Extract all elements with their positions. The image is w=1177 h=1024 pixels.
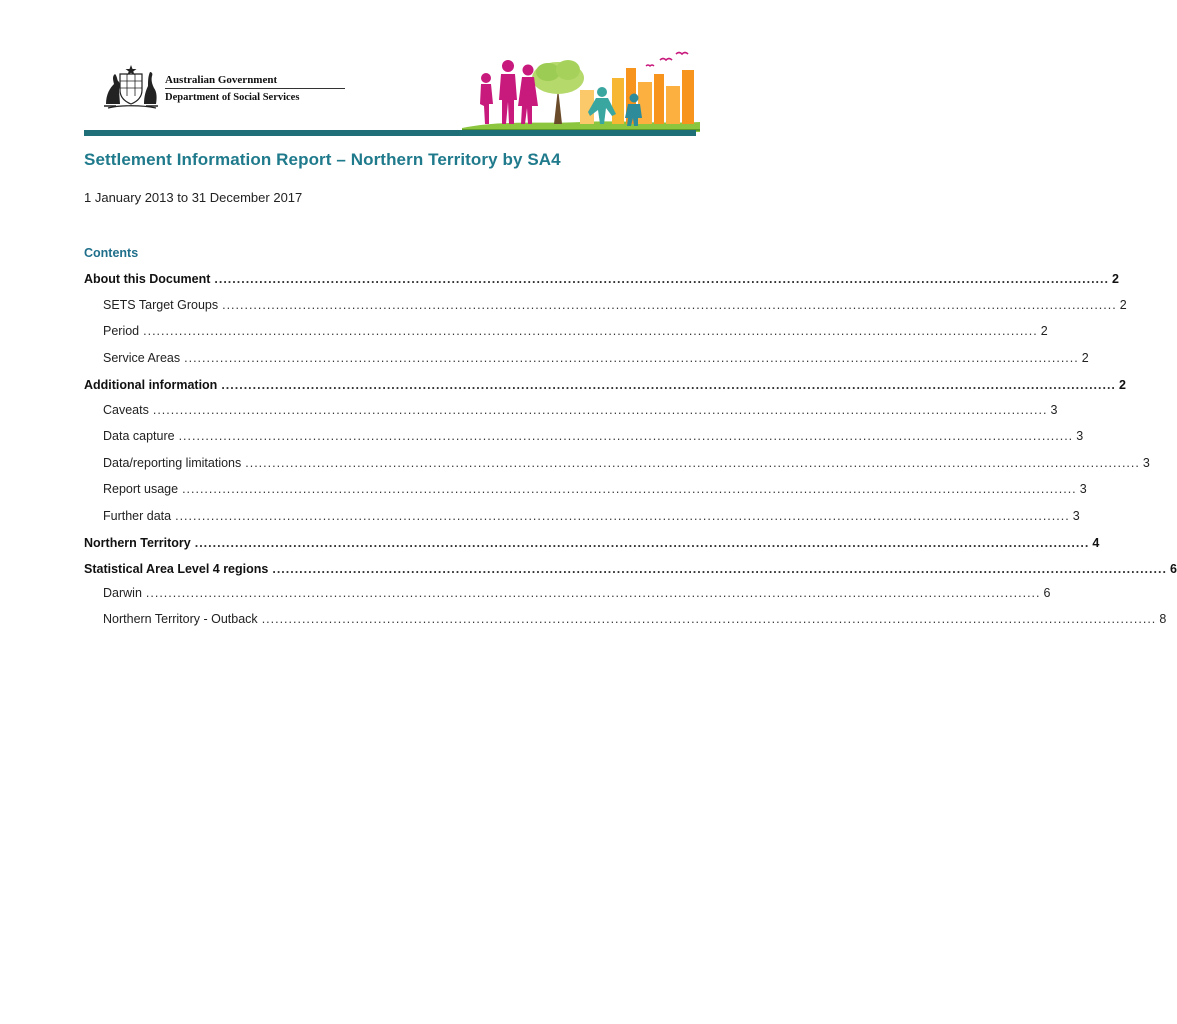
branding-divider xyxy=(165,88,345,89)
toc-page-number: 2 xyxy=(1119,298,1127,312)
toc-leader-dots: ........................................................................................................................................................................................................ xyxy=(182,482,1077,496)
toc-page-number: 3 xyxy=(1076,429,1084,443)
toc-leader-dots: ........................................................................................................................................................................................................ xyxy=(194,536,1090,550)
toc-label: Northern Territory xyxy=(84,536,191,550)
toc-entry-northern-territory[interactable] xyxy=(84,536,1100,554)
toc-label: Data capture xyxy=(103,429,175,443)
toc-leader-dots: ........................................................................................................................................................................................................ xyxy=(214,272,1109,286)
document-title: Settlement Information Report – Northern Territory by SA4 xyxy=(84,150,561,169)
toc-label: Northern Territory - Outback xyxy=(103,612,258,626)
toc-entry-about-this-document[interactable] xyxy=(84,272,1119,290)
toc-leader-dots: ........................................................................................................................................................................................................ xyxy=(175,509,1070,523)
toc-page-number: 2 xyxy=(1081,351,1089,365)
toc-entry-period[interactable] xyxy=(84,324,1048,342)
toc-leader-dots: ........................................................................................................................................................................................................ xyxy=(222,298,1117,312)
toc-label: Data/reporting limitations xyxy=(103,456,242,470)
toc-page-number: 6 xyxy=(1043,586,1051,600)
toc-entry-data-capture[interactable] xyxy=(84,429,1084,447)
toc-leader-dots: ........................................................................................................................................................................................................ xyxy=(184,351,1079,365)
toc-entry-caveats[interactable] xyxy=(84,403,1058,421)
page-header xyxy=(84,58,696,138)
toc-leader-dots: ........................................................................................................................................................................................................ xyxy=(261,612,1157,626)
toc-leader-dots: ........................................................................................................................................................................................................ xyxy=(152,403,1048,417)
toc-page-number: 2 xyxy=(1040,324,1048,338)
toc-page-number: 2 xyxy=(1118,378,1126,392)
toc-page-number: 3 xyxy=(1079,482,1087,496)
contents-heading: Contents xyxy=(84,246,139,260)
government-name: Australian Government xyxy=(165,74,278,86)
department-name: Department of Social Services xyxy=(165,92,300,103)
toc-entry-northern-territory-outback[interactable] xyxy=(84,612,1167,630)
toc-entry-statistical-area-level-4-regions[interactable] xyxy=(84,562,1177,580)
toc-entry-sets-target-groups[interactable] xyxy=(84,298,1127,316)
toc-entry-service-areas[interactable] xyxy=(84,351,1089,369)
toc-page-number: 3 xyxy=(1072,509,1080,523)
toc-label: Period xyxy=(103,324,140,338)
toc-label: SETS Target Groups xyxy=(103,298,219,312)
header-rule xyxy=(84,130,696,136)
toc-entry-additional-information[interactable] xyxy=(84,378,1126,396)
family-city-banner-icon xyxy=(462,48,700,132)
toc-page-number: 3 xyxy=(1142,456,1150,470)
toc-label: Report usage xyxy=(103,482,179,496)
toc-leader-dots: ........................................................................................................................................................................................................ xyxy=(272,562,1167,576)
toc-label: Additional information xyxy=(84,378,218,392)
toc-entry-further-data[interactable] xyxy=(84,509,1080,527)
toc-page-number: 8 xyxy=(1159,612,1167,626)
report-period: 1 January 2013 to 31 December 2017 xyxy=(84,190,303,205)
coat-of-arms-icon xyxy=(100,64,162,110)
toc-label: Statistical Area Level 4 regions xyxy=(84,562,269,576)
toc-label: Further data xyxy=(103,509,172,523)
toc-entry-darwin[interactable] xyxy=(84,586,1051,604)
toc-leader-dots: ........................................................................................................................................................................................................ xyxy=(178,429,1074,443)
toc-label: Darwin xyxy=(103,586,142,600)
government-branding xyxy=(165,74,345,104)
toc-page-number: 2 xyxy=(1112,272,1119,286)
toc-leader-dots: ........................................................................................................................................................................................................ xyxy=(143,324,1038,338)
toc-label: Caveats xyxy=(103,403,149,417)
toc-page-number: 4 xyxy=(1092,536,1100,550)
toc-leader-dots: ........................................................................................................................................................................................................ xyxy=(245,456,1140,470)
toc-entry-data-reporting-limitations[interactable] xyxy=(84,456,1150,474)
toc-page-number: 3 xyxy=(1050,403,1058,417)
toc-entry-report-usage[interactable] xyxy=(84,482,1087,500)
toc-page-number: 6 xyxy=(1169,562,1177,576)
toc-label: About this Document xyxy=(84,272,211,286)
toc-leader-dots: ........................................................................................................................................................................................................ xyxy=(145,586,1041,600)
toc-leader-dots: ........................................................................................................................................................................................................ xyxy=(221,378,1116,392)
toc-label: Service Areas xyxy=(103,351,181,365)
